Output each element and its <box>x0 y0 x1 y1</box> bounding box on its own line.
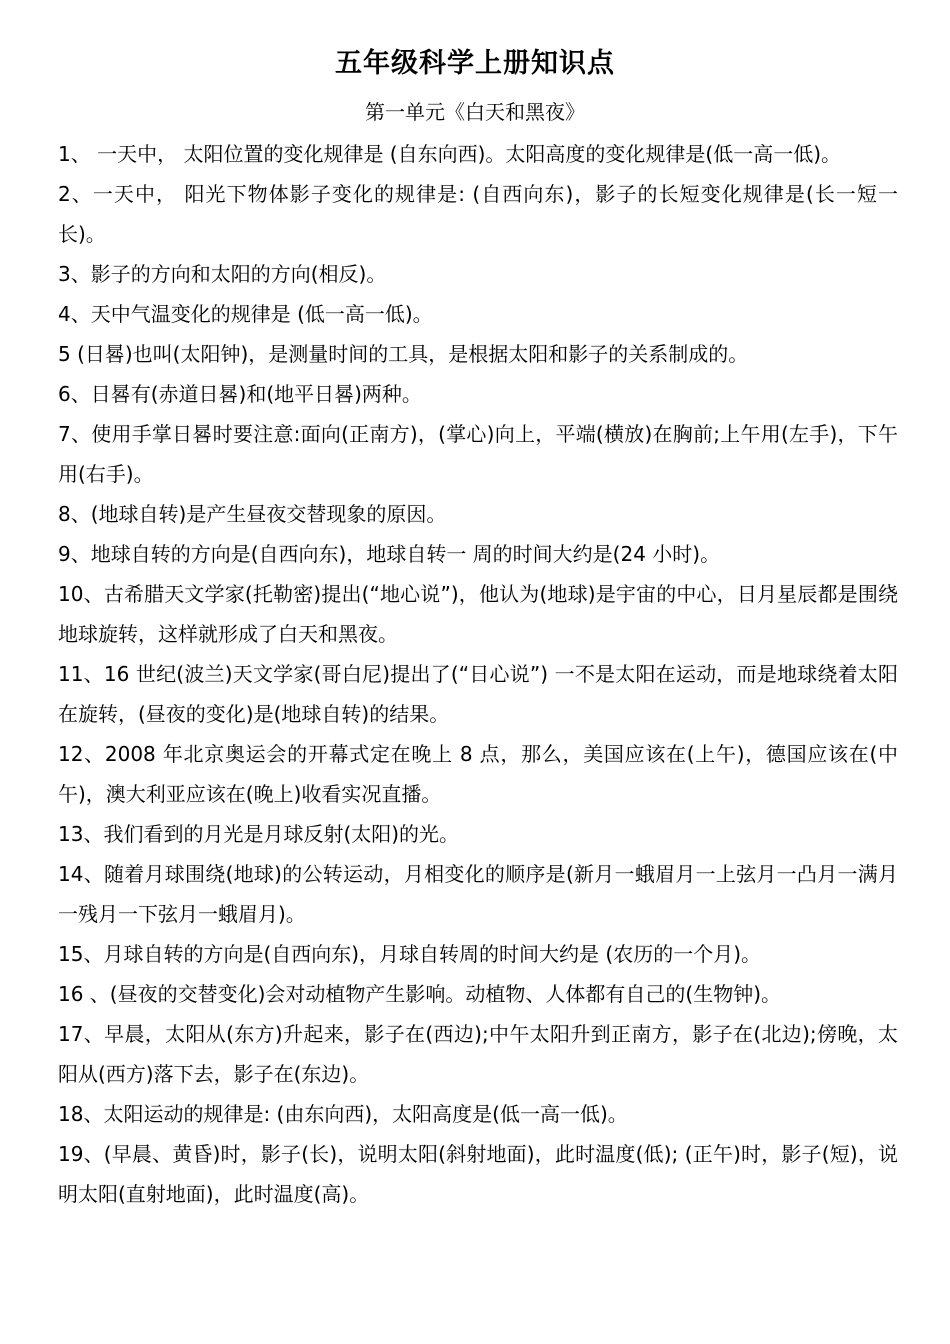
knowledge-item-3: 3、影子的方向和太阳的方向(相反)。 <box>58 262 387 286</box>
knowledge-list <box>58 134 898 1214</box>
knowledge-item-13: 13、我们看到的月光是月球反射(太阳)的光。 <box>58 822 460 846</box>
knowledge-item-16: 16 、(昼夜的交替变化)会对动植物产生影响。动植物、人体都有自己的(生物钟)。 <box>58 982 782 1006</box>
knowledge-item-6: 6、日晷有(赤道日晷)和(地平日晷)两种。 <box>58 382 422 406</box>
knowledge-item-4: 4、天中气温变化的规律是 (低一高一低)。 <box>58 302 433 326</box>
knowledge-item-5: 5 (日晷)也叫(太阳钟)，是测量时间的工具，是根据太阳和影子的关系制成的。 <box>58 342 749 366</box>
knowledge-item-14: 14、随着月球围绕(地球)的公转运动，月相变化的顺序是(新月一蛾眉月一上弦月一凸月一满月一残月一下弦月一蛾眉月)。 <box>58 862 898 926</box>
knowledge-item-17: 17、早晨，太阳从(东方)升起来，影子在(西边);中午太阳升到正南方，影子在(北边);傍晚，太阳从(西方)落下去，影子在(东边)。 <box>58 1022 898 1086</box>
knowledge-item-2: 2、一天中， 阳光下物体影子变化的规律是: (自西向东)，影子的长短变化规律是(长一短一长)。 <box>58 182 898 246</box>
knowledge-item-19: 19、(早晨、黄昏)时，影子(长)，说明太阳(斜射地面)，此时温度(低); (正午)时，影子(短)，说明太阳(直射地面)，此时温度(高)。 <box>58 1142 898 1206</box>
knowledge-item-10: 10、古希腊天文学家(托勒密)提出(“地心说”)，他认为(地球)是宇宙的中心，日月星辰都是围绕地球旋转，这样就形成了白天和黑夜。 <box>58 582 898 646</box>
knowledge-item-15: 15、月球自转的方向是(自西向东)，月球自转周的时间大约是 (农历的一个月)。 <box>58 942 762 966</box>
unit-title: 第一单元《白天和黑夜》 <box>365 100 585 124</box>
knowledge-item-11: 11、16 世纪(波兰)天文学家(哥白尼)提出了(“日心说”) 一不是太阳在运动，而是地球绕着太阳在旋转，(昼夜的变化)是(地球自转)的结果。 <box>58 662 898 726</box>
knowledge-item-12: 12、2008 年北京奥运会的开幕式定在晚上 8 点，那么，美国应该在(上午)，德国应该在(中午)，澳大利亚应该在(晚上)收看实况直播。 <box>58 742 898 806</box>
knowledge-item-9: 9、地球自转的方向是(自西向东)，地球自转一 周的时间大约是(24 小时)。 <box>58 542 721 566</box>
knowledge-item-18: 18、太阳运动的规律是: (由东向西)，太阳高度是(低一高一低)。 <box>58 1102 628 1126</box>
knowledge-item-7: 7、使用手掌日晷时要注意:面向(正南方)，(掌心)向上，平端(横放)在胸前;上午用(左手)，下午用(右手)。 <box>58 422 898 486</box>
document-title: 五年级科学上册知识点 <box>335 48 615 79</box>
knowledge-item-1: 1、 一天中， 太阳位置的变化规律是 (自东向西)。太阳高度的变化规律是(低一高一低)。 <box>58 142 842 166</box>
knowledge-item-8: 8、(地球自转)是产生昼夜交替现象的原因。 <box>58 502 447 526</box>
